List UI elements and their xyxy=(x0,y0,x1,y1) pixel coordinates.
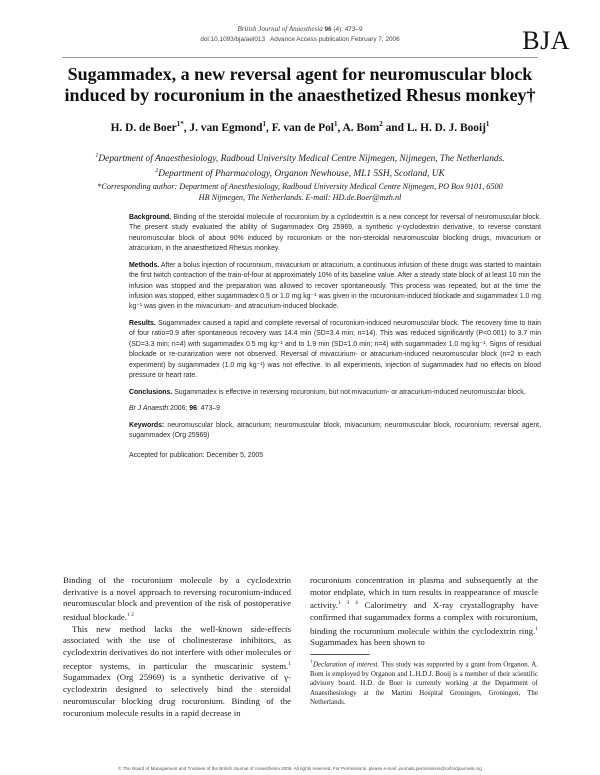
author-affil-mark: 1* xyxy=(176,120,184,128)
citation-journal: Br J Anaesth xyxy=(129,405,169,413)
background-text: Binding of the steroidal molecule of rocuronium by a cyclodextrin is a new concept for reversal of neuromuscular block. The present study evaluated the ability of Sugammadex Org 25969, a synthetic γ-cyclodextrin derivative, to reverse constant neuromuscular block of about 90% induced by rocuronium or the non-steroidal neuromuscular blocking drugs, mivacurium or atracurium, in the anaesthetized Rhesus monkey. xyxy=(129,214,541,253)
conclusions-label: Conclusions. xyxy=(129,388,173,396)
body-column-left xyxy=(63,575,291,719)
journal-header xyxy=(0,24,600,45)
methods-label: Methods. xyxy=(129,261,160,269)
journal-citation-line xyxy=(0,24,600,35)
reference-mark: 1 2 xyxy=(127,612,134,619)
author-separator: , xyxy=(337,121,343,134)
body-text: This new method lacks the well-known side-effects associated with the use of cholinesterase inhibitors, as cyclodextrin derivatives do not interfere with other molecules or receptor systems, in particular the muscarinic system. xyxy=(63,623,291,671)
author-affil-mark: 2 xyxy=(379,120,383,128)
journal-name: British Journal of Anaesthesia xyxy=(237,25,323,33)
article-title: Sugammadex, a new reversal agent for neuromuscular block induced by rocuronium in the anaesthetized Rhesus monkey† xyxy=(64,64,536,105)
keywords-label: Keywords: xyxy=(129,421,165,429)
body-text: rocuronium concentration in plasma and subsequently at the motor endplate, which in turn results in reappearance of muscle activity. xyxy=(310,575,538,611)
footnote-declaration xyxy=(310,658,538,708)
affil-mark: 2 xyxy=(155,168,159,175)
advance-access: Advance Access publication February 7, 2006 xyxy=(270,36,400,43)
reference-mark: 1 3 4 xyxy=(338,600,358,607)
header-divider xyxy=(62,57,538,58)
reference-mark: 1 xyxy=(288,660,291,667)
conclusions-text: Sugammadex is effective in reversing rocuronium, but not mivacurium- or atracurium-induced neuromuscular block. xyxy=(174,388,526,396)
abstract-results xyxy=(129,319,541,381)
corresponding-author: *Corresponding author: Department of Anesthesiology, Radboud University Medical Centre Nijmegen, PO Box 9101, 6500 HB Nijmegen, The Netherlands. E-mail: HD.de.Boer@mzh.nl xyxy=(97,182,503,202)
accepted-date: Accepted for publication: December 5, 2005 xyxy=(129,451,264,459)
doi: doi:10.1093/bja/ael013 xyxy=(200,36,266,43)
abstract-background xyxy=(129,213,541,255)
abstract-methods xyxy=(129,261,541,313)
body-text: Sugammadex (Org 25969) is a synthetic derivative of γ-cyclodextrin designed to selectively bind the steroidal neuromuscular blocking drug rocuronium. Binding of the rocuronium molecule results in a rapid decrease in xyxy=(63,672,291,718)
footnote-label: Declaration of interest. xyxy=(312,660,380,669)
author-list xyxy=(60,120,540,134)
citation-year: 2006; xyxy=(168,405,190,413)
author-name: L. H. D. J. Booij xyxy=(406,121,486,134)
abstract-keywords xyxy=(129,421,541,442)
keywords-text: neuromuscular block, atracurium; neuromuscular block, mivacurium; neuromuscular block, rocuronium; reversal agent, sugammadex (Org 25969) xyxy=(129,421,541,440)
author-name: F. van de Pol xyxy=(271,121,334,134)
body-paragraph xyxy=(63,624,291,720)
body-text: Binding of the rocuronium molecule by a cyclodextrin derivative is a novel approach to reversing rocuronium-induced neuromuscular block and prevention of the risk of postoperative residual blockade. xyxy=(63,575,291,623)
citation-volume: 96 xyxy=(189,405,197,413)
author-affil-mark: 1 xyxy=(333,120,338,128)
journal-issue-pages: (4): 473–9 xyxy=(333,26,363,33)
footnote-mark: † xyxy=(310,660,313,665)
author-name: H. D. de Boer xyxy=(110,121,177,134)
author-separator: and xyxy=(382,121,407,134)
results-text: Sugammadex caused a rapid and complete reversal of rocuronium-induced neuromuscular block. The recovery time to train of four ratio=0.9 after spontaneous recovery was 14.4 min (SD=3.4 min; n=14). This was reduced significantly (P<0.001) to 3.7 min (SD=3.3 min; n=4) with sugammadex 0.5 mg kg⁻¹ and to 1.9 min (SD=1.0 min; n=4) with sugammadex 1.0 mg kg⁻¹. Signs of residual blockade or re-curarization were not observed. Reversal of mivacurium- or atracurium-induced neuromuscular block (n=2 in each experiment) by sugammadex (1.0 mg kg⁻¹) was not effective. In all experiments, injection of sugammadex had no effects on blood pressure or heart rate. xyxy=(129,320,541,380)
journal-volume: 96 xyxy=(324,26,332,33)
author-separator: , xyxy=(183,121,190,134)
abstract-citation xyxy=(129,404,541,414)
affiliation-1: Department of Anaesthesiology, Radboud University Medical Centre Nijmegen, Nijmegen, The Netherlands. xyxy=(98,154,505,165)
author-name: J. van Egmond xyxy=(189,121,263,134)
body-column-right xyxy=(310,575,538,649)
body-paragraph xyxy=(63,575,291,624)
affiliation-2: Department of Pharmacology, Organon Newhouse, ML1 5SH, Scotland, UK xyxy=(158,169,445,180)
doi-line xyxy=(0,35,600,45)
results-label: Results. xyxy=(129,320,156,328)
citation-pages: : 473–9 xyxy=(196,405,220,413)
journal-logo: BJA xyxy=(522,26,570,55)
author-affil-mark: 1 xyxy=(262,120,267,128)
copyright-footer: © The Board of Management and Trustees of the British Journal of Anaesthesia 2006. All rights reserved. For Permissions, please e-mail: journals.permissions@oxfordjournals.org xyxy=(118,766,482,771)
affil-mark: 1 xyxy=(95,153,99,159)
abstract-conclusions xyxy=(129,388,541,398)
methods-text: After a bolus injection of rocuronium, mivacurium or atracurium, a continuous infusion of these drugs was started to maintain the first twitch contraction of the train-of-four at approximately 10% of its baseline value. After a steady state block of at least 10 min the infusion was stopped and the preparation was allowed to recover spontaneously. This process was repeated, but at the time the infusion was stopped, either sugammadex 0.5 or 1.0 mg kg⁻¹ was given in the rocuronium-induced blockade and sugammadex 1.0 mg kg⁻¹ was given in the mivacurium- and atracurium-induced blockade. xyxy=(129,261,541,311)
body-text: Sugammadex has been shown to xyxy=(310,637,425,648)
reference-mark: 1 xyxy=(535,625,538,632)
author-affil-mark: 1 xyxy=(485,120,490,128)
background-label: Background. xyxy=(129,214,172,221)
footnote-divider xyxy=(310,654,370,655)
footnote-text: This study was supported by a grant from Organon. A. Bom is employed by Organon and L.H.D.J. Booij is a member of their scientific advisory board. H.D. de Boer is currently working at the Department of Anaesthesiology at the Martini Hospital Groningen, Groningen, The Netherlands. xyxy=(310,660,538,707)
affiliations xyxy=(85,150,515,180)
abstract xyxy=(129,213,541,467)
body-text: Calorimetry and X-ray crystallography have confirmed that sugammadex forms a complex with rocuronium, binding the rocuronium molecule within the cyclodextrin ring. xyxy=(310,600,539,636)
author-separator: , xyxy=(266,121,272,134)
body-paragraph xyxy=(310,575,538,649)
author-name: A. Bom xyxy=(342,121,380,134)
